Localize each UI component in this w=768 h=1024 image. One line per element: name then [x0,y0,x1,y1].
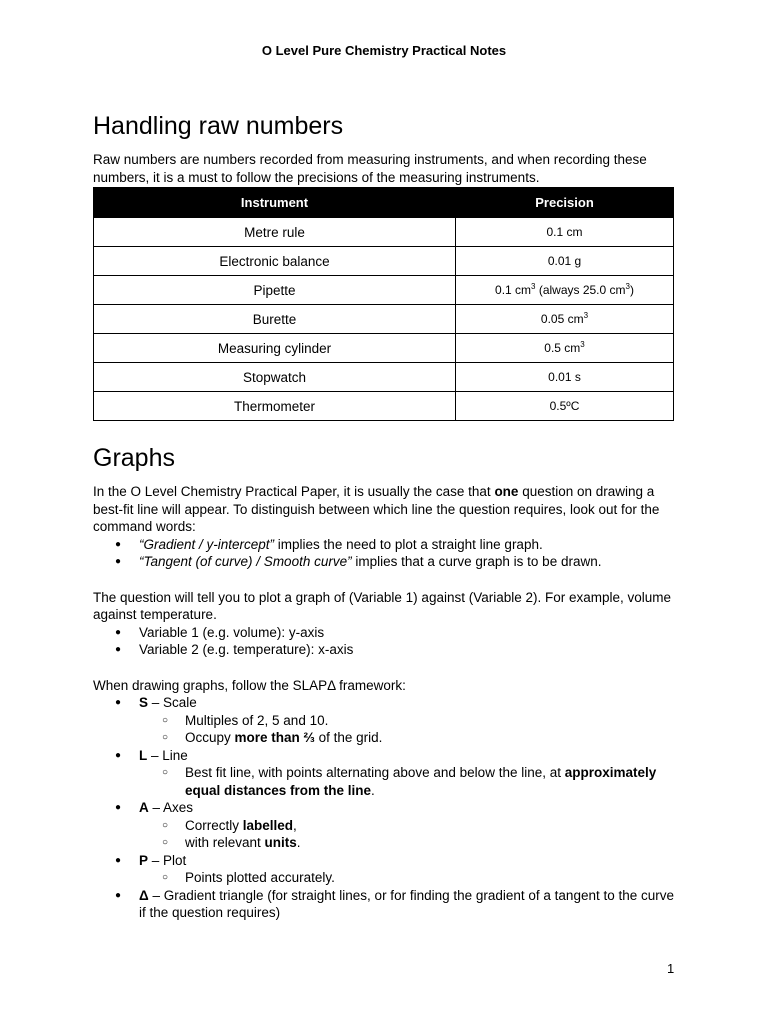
list-item: ○ with relevant units. [139,834,683,852]
precision-cell: 0.5ºC [456,392,674,421]
heading-graphs: Graphs [93,444,175,472]
list-item: ○ Multiples of 2, 5 and 10. [139,712,683,730]
sub-list [139,764,683,799]
precision-cell: 0.01 g [456,247,674,276]
slap-intro: When drawing graphs, follow the SLAPΔ framework: [93,677,406,693]
list-item: ● S – Scale ○ Multiples of 2, 5 and 10. ○ Occupy more than ⅔ of the grid. [93,694,683,747]
list-item: ○ Correctly labelled, [139,817,683,835]
list-item: ● “Gradient / y-intercept” implies the need to plot a straight line graph. [93,536,683,554]
page-number: 1 [667,961,675,976]
precision-cell: 0.05 $cm^3$ [456,305,674,334]
list-item: ● Variable 1 (e.g. volume): y-axis [93,624,683,642]
variables-list [93,624,683,659]
list-item: ● A – Axes ○ Correctly labelled, ○ with relevant units. [93,799,683,852]
list-item: ● P – Plot ○ Points plotted accurately. [93,852,683,887]
list-item: ○ Occupy more than ⅔ of the grid. [139,729,683,747]
precision-cell: 0.5 $cm^3$ [456,334,674,363]
precision-table [93,187,674,421]
list-item: ● L – Line ○ Best fit line, with points alternating above and below the line, at approximately equal distances from the line. [93,747,683,800]
column-header-instrument: Instrument [94,188,456,218]
running-header: O Level Pure Chemistry Practical Notes [261,43,507,58]
list-item: ● Δ – Gradient triangle (for straight lines, or for finding the gradient of a tangent to the curve if the question requires) [93,887,683,922]
table-row [94,247,674,276]
list-item: ● “Tangent (of curve) / Smooth curve” implies that a curve graph is to be drawn. [93,553,683,571]
sub-list [139,817,683,852]
precision-cell: 0.1 $cm^3$ (always 25.0 $cm^3$) [456,276,674,305]
graphs-intro: In the O Level Chemistry Practical Paper, it is usually the case that one question on drawing a best-fit line will appear. To distinguish between which line the question requires, look out for the command words: [93,484,660,534]
instrument-cell: Measuring cylinder [94,334,456,363]
table-row [94,305,674,334]
table-row [94,363,674,392]
instrument-cell: Electronic balance [94,247,456,276]
graphs-section-body [93,483,683,922]
raw-numbers-intro: Raw numbers are numbers recorded from measuring instruments, and when recording these numbers, it is a must to follow the precisions of the measuring instruments. [93,152,647,185]
instrument-cell: Burette [94,305,456,334]
precision-cell: 0.01 s [456,363,674,392]
variables-intro: The question will tell you to plot a graph of (Variable 1) against (Variable 2). For example, volume against temperature. [93,589,672,622]
list-item: ○ Points plotted accurately. [139,869,683,887]
command-words-list [93,536,683,571]
table-row [94,334,674,363]
instrument-cell: Thermometer [94,392,456,421]
table-row [94,276,674,305]
sub-list [139,712,683,747]
instrument-cell: Stopwatch [94,363,456,392]
table-header-row [94,188,674,218]
column-header-precision: Precision [456,188,674,218]
list-item: ● Variable 2 (e.g. temperature): x-axis [93,641,683,659]
table-row [94,218,674,247]
heading-handling-raw-numbers: Handling raw numbers [93,112,344,140]
instrument-cell: Metre rule [94,218,456,247]
instrument-cell: Pipette [94,276,456,305]
sub-list [139,869,683,887]
list-item: ○ Best fit line, with points alternating above and below the line, at approximately equal distances from the line. [139,764,683,799]
slap-list [93,694,683,922]
table-row [94,392,674,421]
precision-cell: 0.1 cm [456,218,674,247]
